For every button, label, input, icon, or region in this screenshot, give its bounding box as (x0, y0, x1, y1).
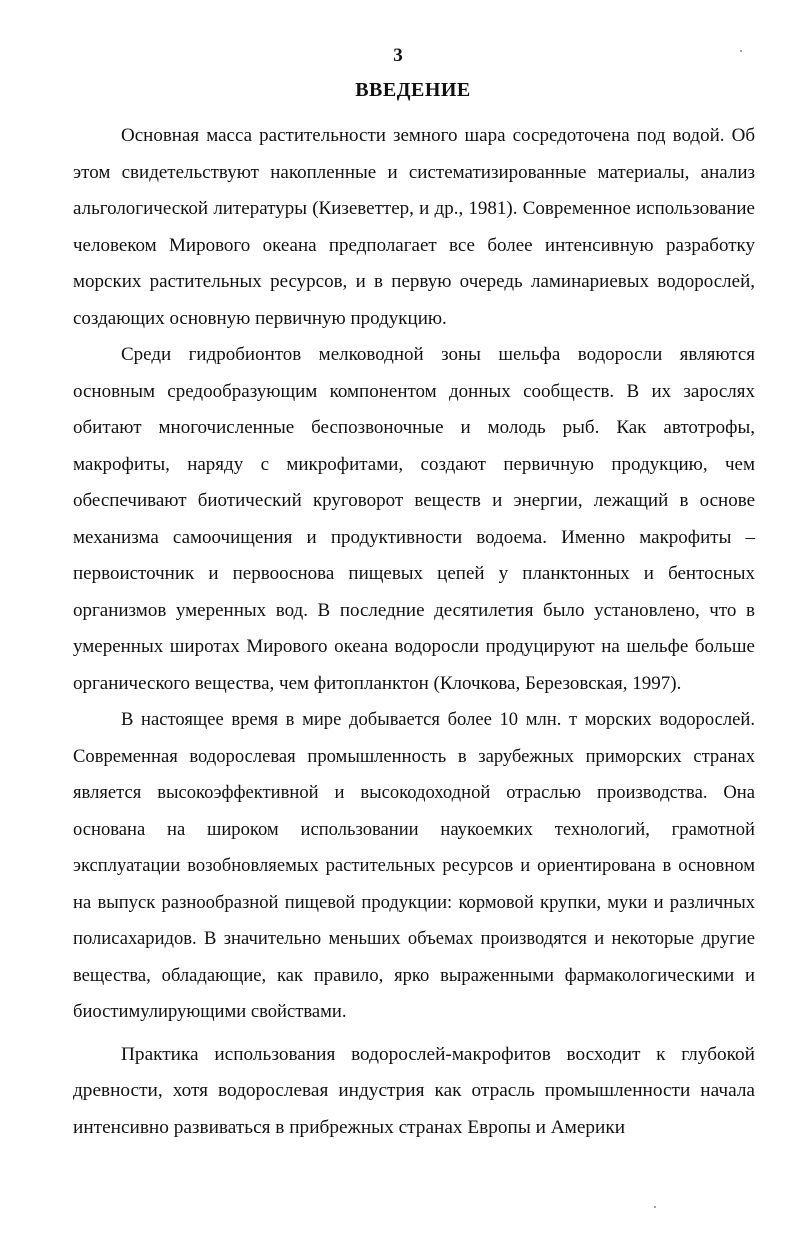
page-number: 3 (393, 45, 403, 66)
paragraph: Основная масса растительности земного шара сосредоточена под водой. Об этом свидетельствуют накопленные и систематизированные материалы, анализ альгологической литературы (Кизеветтер, и др., 1981). Современное использование человеком Мирового океана предполагает все более интенсивную разработку морских растительных ресурсов, и в первую очередь ламинариевых водорослей, создающих основную первичную продукцию. (73, 125, 755, 329)
paragraph: Практика использования водорослей-макрофитов восходит к глубокой древности, хотя водорослевая индустрия как отрасль промышленности начала интенсивно развиваться в прибрежных странах Европы и Америки (73, 1043, 755, 1138)
paragraph: В настоящее время в мире добывается более 10 млн. т морских водорослей. Современная водорослевая промышленность в зарубежных приморских странах является высокоэффективной и высокодоходной отраслью производства. Она основана на широком использовании наукоемких технологий, грамотной эксплуатации возобновляемых растительных ресурсов и ориентирована в основном на выпуск разнообразной пищевой продукции: кормовой крупки, муки и различных полисахаридов. В значительно меньших объемах производятся и некоторые другие вещества, обладающие, как правило, ярко выраженными фармакологическими и биостимулирующими свойствами. (73, 709, 755, 1022)
scan-speck (654, 1206, 656, 1208)
scan-speck (740, 50, 742, 52)
body-text (73, 118, 755, 1146)
paragraph: Среди гидробионтов мелководной зоны шельфа водоросли являются основным средообразующим компонентом донных сообществ. В их зарослях обитают многочисленные беспозвоночные и молодь рыб. Как автотрофы, макрофиты, наряду с микрофитами, создают первичную продукцию, чем обеспечивают биотический круговорот веществ и энергии, лежащий в основе механизма самоочищения и продуктивности водоема. Именно макрофиты – первоисточник и первооснова пищевых цепей у планктонных и бентосных организмов умеренных вод. В последние десятилетия было установлено, что в умеренных широтах Мирового океана водоросли продуцируют на шельфе больше органического вещества, чем фитопланктон (Клочкова, Березовская, 1997). (73, 344, 755, 694)
section-heading: ВВЕДЕНИЕ (355, 79, 471, 101)
